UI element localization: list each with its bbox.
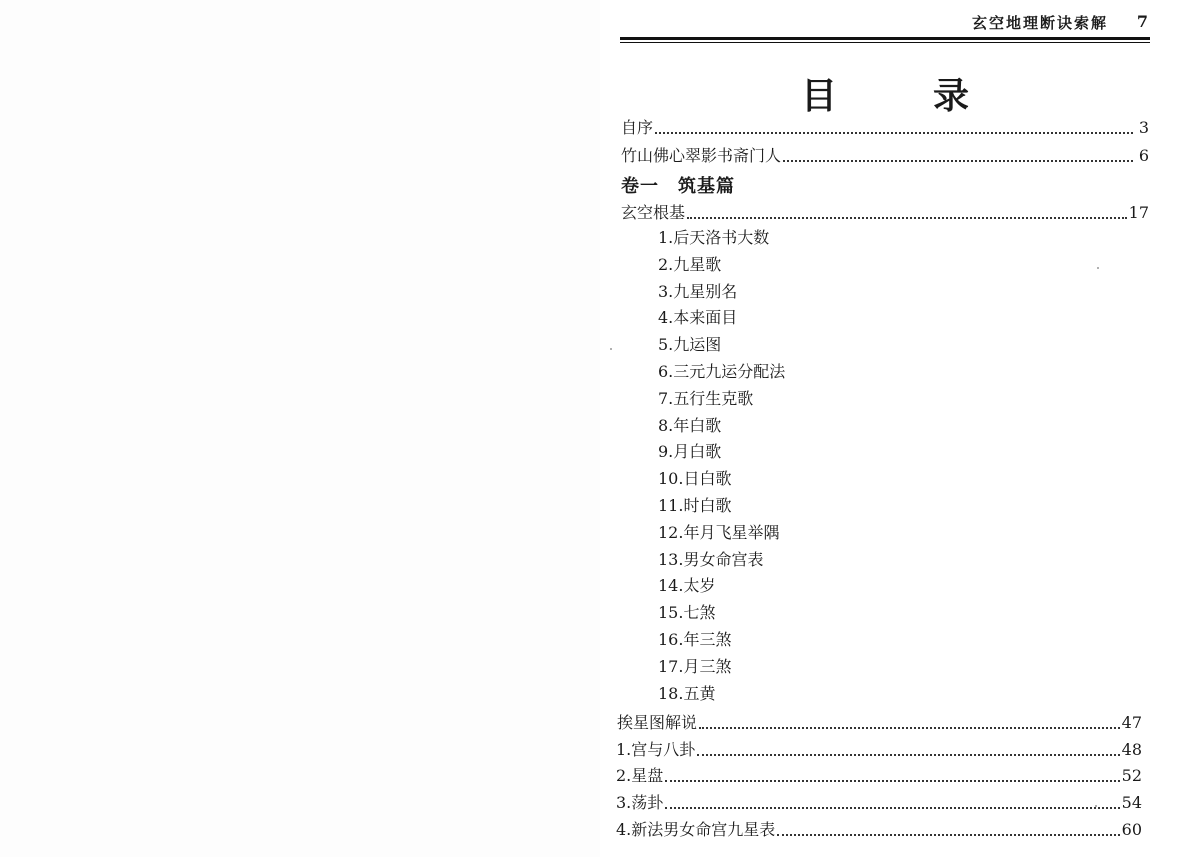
toc-entry-disciples[interactable] bbox=[621, 146, 1149, 166]
scan-speck bbox=[1097, 267, 1099, 269]
dot-leader bbox=[665, 779, 1119, 782]
section1-item[interactable]: 7.五行生克歌 bbox=[658, 389, 754, 408]
section1-item[interactable]: 13.男女命宫表 bbox=[658, 550, 764, 569]
volume-heading: 卷一 筑基篇 bbox=[621, 176, 735, 197]
section1-item[interactable]: 6.三元九运分配法 bbox=[658, 362, 786, 381]
section1-item[interactable]: 16.年三煞 bbox=[658, 630, 732, 649]
section1-item[interactable]: 5.九运图 bbox=[658, 335, 722, 354]
entry-page: 52 bbox=[1121, 766, 1142, 785]
entry-label: 1.宫与八卦 bbox=[616, 740, 696, 759]
toc-entry-section2-item[interactable] bbox=[616, 793, 1142, 813]
entry-label: 挨星图解说 bbox=[617, 713, 698, 732]
entry-label: 竹山佛心翠影书斋门人 bbox=[621, 146, 782, 165]
entry-page: 47 bbox=[1121, 713, 1142, 732]
entry-label: 4.新法男女命宫九星表 bbox=[616, 820, 776, 839]
dot-leader bbox=[777, 833, 1119, 836]
toc-entry-section2-item[interactable] bbox=[616, 766, 1142, 786]
dot-leader bbox=[665, 806, 1119, 809]
entry-page: 3 bbox=[1138, 118, 1149, 137]
dot-leader bbox=[697, 753, 1119, 756]
dot-leader bbox=[699, 726, 1120, 729]
page-number: 7 bbox=[1136, 12, 1148, 31]
section1-item[interactable]: 2.九星歌 bbox=[658, 255, 722, 274]
entry-page: 6 bbox=[1138, 146, 1149, 165]
entry-page: 17 bbox=[1128, 203, 1149, 222]
toc-entry-preface[interactable] bbox=[621, 118, 1149, 138]
section1-item[interactable]: 9.月白歌 bbox=[658, 442, 722, 461]
entry-label: 3.荡卦 bbox=[616, 793, 664, 812]
toc-title: 目录 bbox=[800, 76, 1065, 117]
dot-leader bbox=[687, 216, 1127, 219]
section1-item[interactable]: 18.五黄 bbox=[658, 684, 716, 703]
section1-item[interactable]: 17.月三煞 bbox=[658, 657, 732, 676]
entry-page: 48 bbox=[1121, 740, 1142, 759]
section1-item[interactable]: 14.太岁 bbox=[658, 576, 716, 595]
section1-item[interactable]: 12.年月飞星举隅 bbox=[658, 523, 780, 542]
entry-label: 2.星盘 bbox=[616, 766, 664, 785]
section1-item[interactable]: 15.七煞 bbox=[658, 603, 716, 622]
entry-label: 自序 bbox=[621, 118, 654, 137]
scan-speck bbox=[1095, 805, 1097, 807]
toc-entry-section1[interactable] bbox=[621, 203, 1149, 223]
section1-item[interactable]: 8.年白歌 bbox=[658, 416, 722, 435]
entry-page: 60 bbox=[1121, 820, 1142, 839]
scan-speck bbox=[610, 348, 612, 350]
entry-page: 54 bbox=[1121, 793, 1142, 812]
book-title: 玄空地理断诀索解 bbox=[971, 14, 1108, 32]
dot-leader bbox=[655, 131, 1133, 134]
section1-item[interactable]: 11.时白歌 bbox=[658, 496, 732, 515]
entry-label: 玄空根基 bbox=[621, 203, 686, 222]
section1-item[interactable]: 10.日白歌 bbox=[658, 469, 732, 488]
section1-item[interactable]: 3.九星别名 bbox=[658, 282, 738, 301]
toc-entry-section2-item[interactable] bbox=[616, 740, 1142, 760]
section1-item[interactable]: 4.本来面目 bbox=[658, 308, 738, 327]
toc-entry-section2-item[interactable] bbox=[616, 820, 1142, 840]
dot-leader bbox=[783, 159, 1133, 162]
section1-item[interactable]: 1.后天洛书大数 bbox=[658, 228, 770, 247]
toc-entry-section2[interactable] bbox=[617, 713, 1142, 733]
